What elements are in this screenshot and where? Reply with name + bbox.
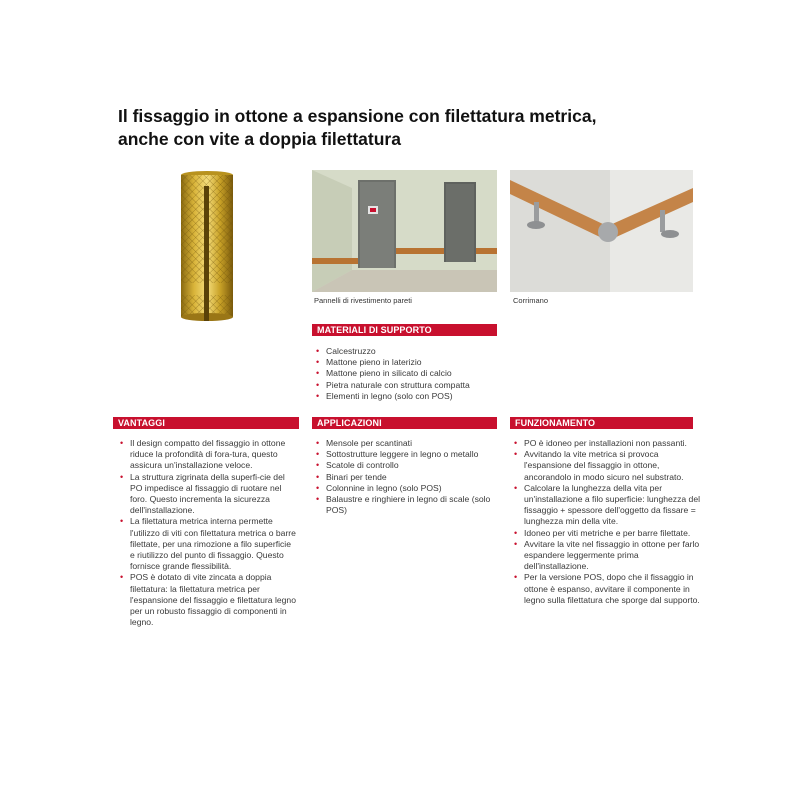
- funzionamento-header: FUNZIONAMENTO: [510, 417, 693, 429]
- wall-panels-photo: [312, 170, 497, 292]
- list-item: • Calcolare la lunghezza della vita per un'installazione a filo superficie: lunghezza del fissaggio + spessore dell'oggetto da fissare = lunghezza min della vite.: [514, 483, 700, 528]
- vantaggi-header: VANTAGGI: [113, 417, 299, 429]
- handrail-caption: Corrimano: [513, 296, 549, 305]
- materiali-header: MATERIALI DI SUPPORTO: [312, 324, 497, 336]
- list-item: • La filettatura metrica interna permette l'utilizzo di viti con filettatura metrica o barre filettate, per una rimozione a filo superficie e riutilizzo del punto di fissaggio. Questo fornisce grande flessibilità.: [120, 516, 298, 572]
- brass-anchor-image: [178, 170, 236, 322]
- page-title: [118, 105, 718, 151]
- list-item: • Pietra naturale con struttura compatta: [316, 380, 506, 391]
- list-item: • Avvitando la vite metrica si provoca l'espansione del fissaggio in ottone, ancorandolo in modo sicuro nel substrato.: [514, 449, 700, 483]
- list-item: • Balaustre e ringhiere in legno di scale (solo POS): [316, 494, 491, 516]
- list-item: • Scatole di controllo: [316, 460, 491, 471]
- wall-panels-caption: Pannelli di rivestimento pareti: [314, 296, 412, 305]
- title-line-1: Il fissaggio in ottone a espansione con filettatura metrica,: [118, 106, 597, 126]
- wall-panels-illustration: [312, 170, 497, 292]
- handrail-illustration: [510, 170, 693, 292]
- list-item: • Elementi in legno (solo con POS): [316, 391, 506, 402]
- list-item: • Binari per tende: [316, 472, 491, 483]
- title-line-2: anche con vite a doppia filettatura: [118, 129, 401, 149]
- applicazioni-header: APPLICAZIONI: [312, 417, 497, 429]
- handrail-photo: [510, 170, 693, 292]
- list-item: • Idoneo per viti metriche e per barre filettate.: [514, 528, 700, 539]
- materiali-list: [316, 346, 506, 402]
- funzionamento-list: [514, 438, 700, 606]
- list-item: • La struttura zigrinata della superfi-cie del PO impedisce al fissaggio di ruotare nel foro. Questo incrementa la sicurezza dell'installazione.: [120, 472, 298, 517]
- list-item: • Avvitare la vite nel fissaggio in ottone per farlo espandere leggermente prima dell'installazione.: [514, 539, 700, 573]
- list-item: • Sottostrutture leggere in legno o metallo: [316, 449, 491, 460]
- list-item: • Calcestruzzo: [316, 346, 506, 357]
- list-item: • Mensole per scantinati: [316, 438, 491, 449]
- list-item: • POS è dotato di vite zincata a doppia filettatura: la filettatura metrica per l'espansione del fissaggio e filettatura legno per un robusto fissaggio di componenti in legno.: [120, 572, 298, 628]
- applicazioni-list: [316, 438, 491, 516]
- list-item: • Mattone pieno in silicato di calcio: [316, 368, 506, 379]
- list-item: • PO è idoneo per installazioni non passanti.: [514, 438, 700, 449]
- list-item: • Colonnine in legno (solo POS): [316, 483, 491, 494]
- list-item: • Per la versione POS, dopo che il fissaggio in ottone è espanso, avvitare il componente in legno sulla filettatura che sporge dal supporto.: [514, 572, 700, 606]
- list-item: • Il design compatto del fissaggio in ottone riduce la profondità di fora-tura, questo assicura un'installazione veloce.: [120, 438, 298, 472]
- list-item: • Mattone pieno in laterizio: [316, 357, 506, 368]
- vantaggi-list: [120, 438, 298, 628]
